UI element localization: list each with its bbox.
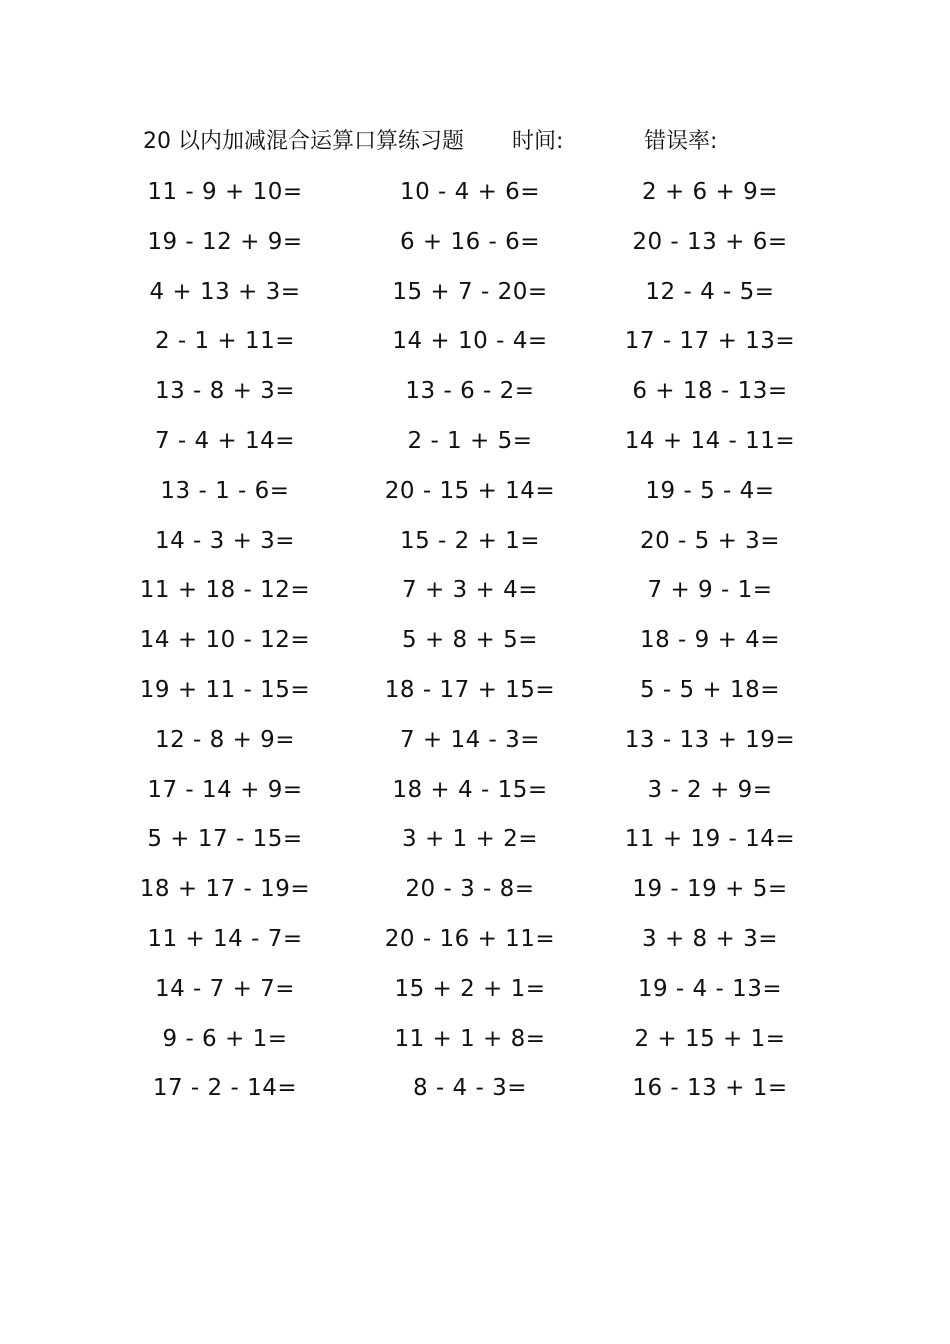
math-problem: 14 - 3 + 3= (154, 527, 296, 554)
math-problem: 7 - 4 + 14= (154, 427, 296, 454)
math-problem: 7 + 9 - 1= (647, 577, 773, 604)
math-problem: 9 - 6 + 1= (162, 1025, 288, 1052)
math-problem: 13 - 8 + 3= (154, 378, 296, 405)
problem-row (130, 720, 810, 770)
math-problem: 4 + 13 + 3= (149, 278, 301, 305)
math-problem: 11 - 9 + 10= (147, 179, 303, 205)
math-problem: 20 - 13 + 6= (632, 228, 788, 255)
math-problem: 5 + 17 - 15= (147, 826, 303, 853)
problem-row (130, 819, 810, 869)
math-problem: 3 + 8 + 3= (642, 925, 778, 952)
problem-row (130, 869, 810, 919)
problem-grid (130, 172, 810, 1118)
problem-row (130, 969, 810, 1019)
math-problem: 2 - 1 + 11= (154, 328, 296, 355)
math-problem: 20 - 15 + 14= (384, 477, 556, 504)
problem-row (130, 222, 810, 272)
math-problem: 18 - 17 + 15= (384, 676, 556, 703)
math-problem: 13 - 1 - 6= (160, 477, 290, 504)
math-problem: 5 - 5 + 18= (639, 676, 781, 703)
math-problem: 11 + 14 - 7= (147, 925, 303, 952)
math-problem: 2 - 1 + 5= (407, 427, 533, 454)
problem-row (130, 770, 810, 820)
problem-row (130, 521, 810, 571)
math-problem: 20 - 5 + 3= (639, 527, 781, 554)
math-problem: 6 + 18 - 13= (632, 378, 788, 405)
math-problem: 17 - 14 + 9= (147, 776, 303, 803)
math-problem: 18 + 17 - 19= (139, 876, 311, 903)
math-problem: 11 + 1 + 8= (394, 1025, 546, 1052)
problem-row (130, 1019, 810, 1069)
math-problem: 14 - 7 + 7= (154, 975, 296, 1002)
error-rate-label: 错误率: (644, 129, 718, 154)
problem-row (130, 272, 810, 322)
math-problem: 3 + 1 + 2= (402, 826, 538, 853)
math-problem: 11 + 19 - 14= (624, 826, 796, 853)
math-problem: 7 + 14 - 3= (399, 726, 541, 753)
math-problem: 10 - 4 + 6= (399, 179, 541, 205)
math-problem: 13 - 13 + 19= (624, 726, 796, 753)
math-problem: 7 + 3 + 4= (402, 577, 538, 604)
math-problem: 19 - 4 - 13= (637, 975, 783, 1002)
math-problem: 6 + 16 - 6= (399, 228, 541, 255)
math-problem: 20 - 16 + 11= (384, 925, 556, 952)
math-problem: 8 - 4 - 3= (412, 1075, 527, 1102)
math-problem: 18 + 4 - 15= (392, 776, 548, 803)
problem-row (130, 421, 810, 471)
problem-row (130, 1068, 810, 1118)
problem-row (130, 172, 810, 222)
problem-row (130, 471, 810, 521)
math-problem: 19 - 12 + 9= (147, 228, 303, 255)
math-problem: 18 - 9 + 4= (639, 627, 781, 654)
problem-row (130, 919, 810, 969)
problem-row (130, 670, 810, 720)
math-problem: 16 - 13 + 1= (632, 1075, 788, 1102)
math-problem: 11 + 18 - 12= (139, 577, 311, 604)
math-problem: 5 + 8 + 5= (402, 627, 538, 654)
problem-row (130, 371, 810, 421)
math-problem: 14 + 10 - 4= (392, 328, 548, 355)
worksheet-title: 20 以内加减混合运算口算练习题 (143, 129, 464, 154)
math-problem: 12 - 8 + 9= (154, 726, 296, 753)
math-problem: 17 - 17 + 13= (624, 328, 796, 355)
math-problem: 2 + 15 + 1= (634, 1025, 786, 1052)
math-problem: 13 - 6 - 2= (405, 378, 535, 405)
problem-row (130, 321, 810, 371)
math-problem: 15 - 2 + 1= (399, 527, 541, 554)
math-problem: 2 + 6 + 9= (642, 179, 778, 205)
math-problem: 14 + 14 - 11= (624, 427, 796, 454)
math-problem: 15 + 2 + 1= (394, 975, 546, 1002)
math-problem: 12 - 4 - 5= (645, 278, 775, 305)
math-problem: 19 - 5 - 4= (645, 477, 775, 504)
math-problem: 19 - 19 + 5= (632, 876, 788, 903)
math-problem: 15 + 7 - 20= (392, 278, 548, 305)
math-problem: 3 - 2 + 9= (647, 776, 773, 803)
math-problem: 20 - 3 - 8= (405, 876, 535, 903)
math-problem: 14 + 10 - 12= (139, 627, 311, 654)
math-problem: 19 + 11 - 15= (139, 676, 311, 703)
problem-row (130, 620, 810, 670)
math-problem: 17 - 2 - 14= (152, 1075, 298, 1102)
problem-row (130, 570, 810, 620)
time-label: 时间: (512, 129, 564, 154)
